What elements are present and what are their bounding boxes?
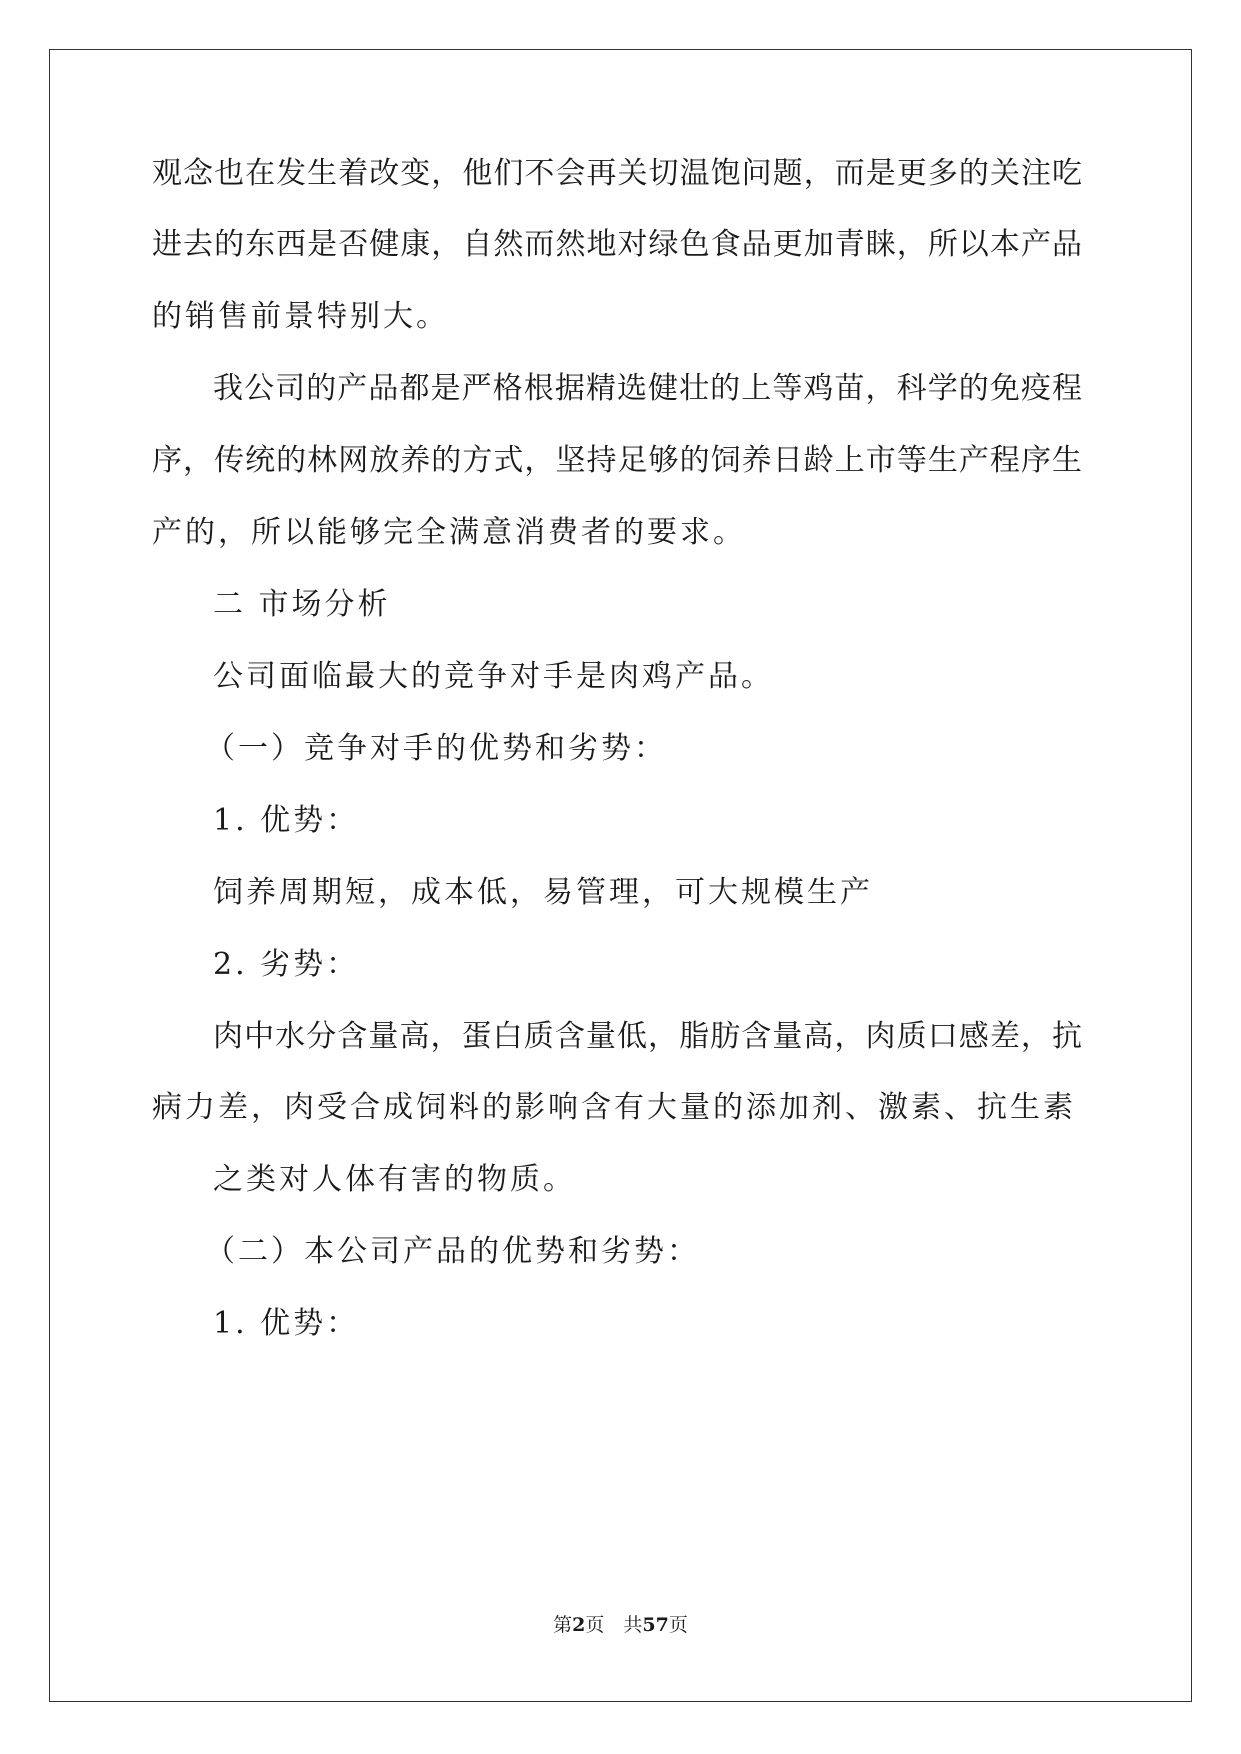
- footer-prefix: 第: [553, 1614, 573, 1636]
- text-line: 观念也在发生着改变，他们不会再关切温饱问题，而是更多的关注吃: [152, 156, 1082, 191]
- total-pages: 57: [642, 1614, 669, 1636]
- page-footer: [0, 1613, 1241, 1637]
- text-line: 饲养周期短，成本低，易管理，可大规模生产: [213, 875, 873, 910]
- text-line: 肉中水分含量高，蛋白质含量低，脂肪含量高，肉质口感差，抗: [213, 1019, 1082, 1054]
- list-label: 2. 劣势：: [213, 947, 360, 982]
- text-line: 的销售前景特别大。: [152, 299, 449, 334]
- text-line: 之类对人体有害的物质。: [213, 1162, 576, 1197]
- text-line: 公司面临最大的竞争对手是肉鸡产品。: [213, 659, 774, 694]
- text-line: 产的，所以能够完全满意消费者的要求。: [152, 515, 746, 550]
- text-line: 病力差，肉受合成饲料的影响含有大量的添加剂、激素、抗生素: [152, 1090, 1076, 1125]
- text-line: 我公司的产品都是严格根据精选健壮的上等鸡苗，科学的免疫程: [213, 371, 1082, 406]
- subsection-heading: （一）竞争对手的优势和劣势：: [205, 731, 667, 766]
- list-label: 1. 优势：: [213, 1306, 360, 1341]
- subsection-heading: （二）本公司产品的优势和劣势：: [205, 1234, 700, 1269]
- section-heading: 二 市场分析: [213, 587, 391, 622]
- page-number: 2: [572, 1614, 586, 1636]
- list-label: 1. 优势：: [213, 803, 360, 838]
- footer-mid: 页 共: [585, 1614, 643, 1636]
- text-line: 进去的东西是否健康，自然而然地对绿色食品更加青睐，所以本产品: [152, 227, 1082, 262]
- footer-suffix: 页: [668, 1614, 688, 1636]
- text-line: 序，传统的林网放养的方式，坚持足够的饲养日龄上市等生产程序生: [152, 443, 1082, 478]
